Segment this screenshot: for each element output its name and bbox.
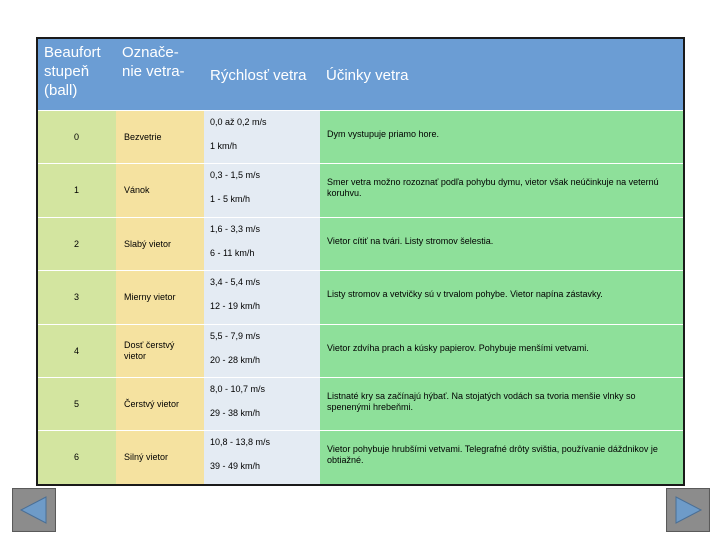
header-beaufort: Beaufort stupeň (ball)	[44, 44, 101, 99]
speed-ms: 1,6 - 3,3 m/s	[210, 223, 261, 234]
effect-cell	[320, 217, 683, 270]
effect-cell	[320, 324, 683, 377]
designation-cell	[116, 110, 204, 163]
wind-effect: Vietor pohybuje hrubšími vetvami. Telegrafné drôty svištia, používanie dáždnikov je obtiažné.	[327, 444, 658, 466]
designation-cell	[116, 324, 204, 377]
speed-cell	[204, 324, 320, 377]
speed-ms: 8,0 - 10,7 m/s	[210, 384, 266, 394]
table-row	[38, 163, 683, 216]
designation-cell	[116, 430, 204, 483]
wind-effect: Listy stromov a vetvičky sú v trvalom pohybe. Vietor napína zástavky.	[327, 289, 603, 300]
effect-cell	[320, 163, 683, 216]
speed-ms: 0,3 - 1,5 m/s	[210, 170, 261, 181]
wind-designation: Čerstvý vietor	[124, 399, 180, 409]
wind-designation: Mierny vietor	[124, 292, 176, 303]
wind-designation: Slabý vietor	[124, 238, 172, 249]
speed-cell	[204, 110, 320, 163]
effect-cell	[320, 110, 683, 163]
header-designation: Označe- nie vetra-	[122, 44, 185, 80]
speed-kmh: 1 km/h	[210, 141, 238, 151]
level-cell	[38, 217, 116, 270]
header-effects: Účinky vetra	[326, 67, 409, 84]
speed-kmh: 39 - 49 km/h	[210, 461, 261, 472]
speed-ms: 0,0 až 0,2 m/s	[210, 117, 267, 127]
designation-cell	[116, 377, 204, 430]
speed-cell	[204, 430, 320, 483]
arrow-right-icon	[667, 489, 709, 531]
wind-designation: Bezvetrie	[124, 132, 162, 142]
designation-cell	[116, 270, 204, 323]
wind-effect: Listnaté kry sa začínajú hýbať. Na stojatých vodách sa tvoria menšie vlnky so spenenými hrebeňmi.	[327, 391, 636, 412]
header-speed: Rýchlosť vetra	[210, 67, 307, 84]
table-header	[38, 39, 683, 110]
beaufort-level: 5	[74, 399, 80, 409]
wind-effect: Vietor zdvíha prach a kúsky papierov. Pohybuje menšími vetvami.	[327, 342, 589, 353]
beaufort-level: 4	[74, 345, 80, 356]
beaufort-level: 2	[74, 238, 80, 249]
speed-ms: 3,4 - 5,4 m/s	[210, 277, 261, 288]
beaufort-level: 1	[74, 185, 80, 196]
wind-designation: Vánok	[124, 185, 150, 196]
level-cell	[38, 270, 116, 323]
table-row	[38, 110, 683, 163]
speed-kmh: 29 - 38 km/h	[210, 408, 261, 418]
speed-ms: 10,8 - 13,8 m/s	[210, 437, 271, 448]
effect-cell	[320, 377, 683, 430]
beaufort-level: 0	[74, 132, 80, 142]
speed-kmh: 20 - 28 km/h	[210, 354, 261, 365]
wind-designation: Silný vietor	[124, 452, 169, 463]
beaufort-level: 6	[74, 452, 80, 463]
beaufort-table	[36, 37, 685, 486]
level-cell	[38, 324, 116, 377]
wind-effect: Dym vystupuje priamo hore.	[327, 129, 440, 139]
speed-cell	[204, 217, 320, 270]
wind-effect: Vietor cítiť na tvári. Listy stromov šelestia.	[327, 235, 494, 246]
speed-cell	[204, 163, 320, 216]
beaufort-level: 3	[74, 292, 80, 303]
wind-designation: Dosť čerstvý vietor	[124, 339, 175, 361]
speed-cell	[204, 270, 320, 323]
next-slide-button[interactable]	[666, 488, 710, 532]
level-cell	[38, 163, 116, 216]
speed-ms: 5,5 - 7,9 m/s	[210, 330, 261, 341]
speed-kmh: 6 - 11 km/h	[210, 247, 255, 258]
table-row	[38, 270, 683, 323]
speed-kmh: 12 - 19 km/h	[210, 301, 261, 312]
designation-cell	[116, 163, 204, 216]
table-row	[38, 377, 683, 430]
level-cell	[38, 110, 116, 163]
table-row	[38, 430, 683, 483]
effect-cell	[320, 430, 683, 483]
prev-slide-button[interactable]	[12, 488, 56, 532]
speed-cell	[204, 377, 320, 430]
designation-cell	[116, 217, 204, 270]
arrow-left-icon	[13, 489, 55, 531]
table-row	[38, 217, 683, 270]
effect-cell	[320, 270, 683, 323]
wind-effect: Smer vetra možno rozoznať podľa pohybu dymu, vietor však neúčinkuje na veternú koruhvu.	[327, 177, 659, 199]
level-cell	[38, 430, 116, 483]
speed-kmh: 1 - 5 km/h	[210, 194, 251, 205]
table-row	[38, 324, 683, 377]
level-cell	[38, 377, 116, 430]
